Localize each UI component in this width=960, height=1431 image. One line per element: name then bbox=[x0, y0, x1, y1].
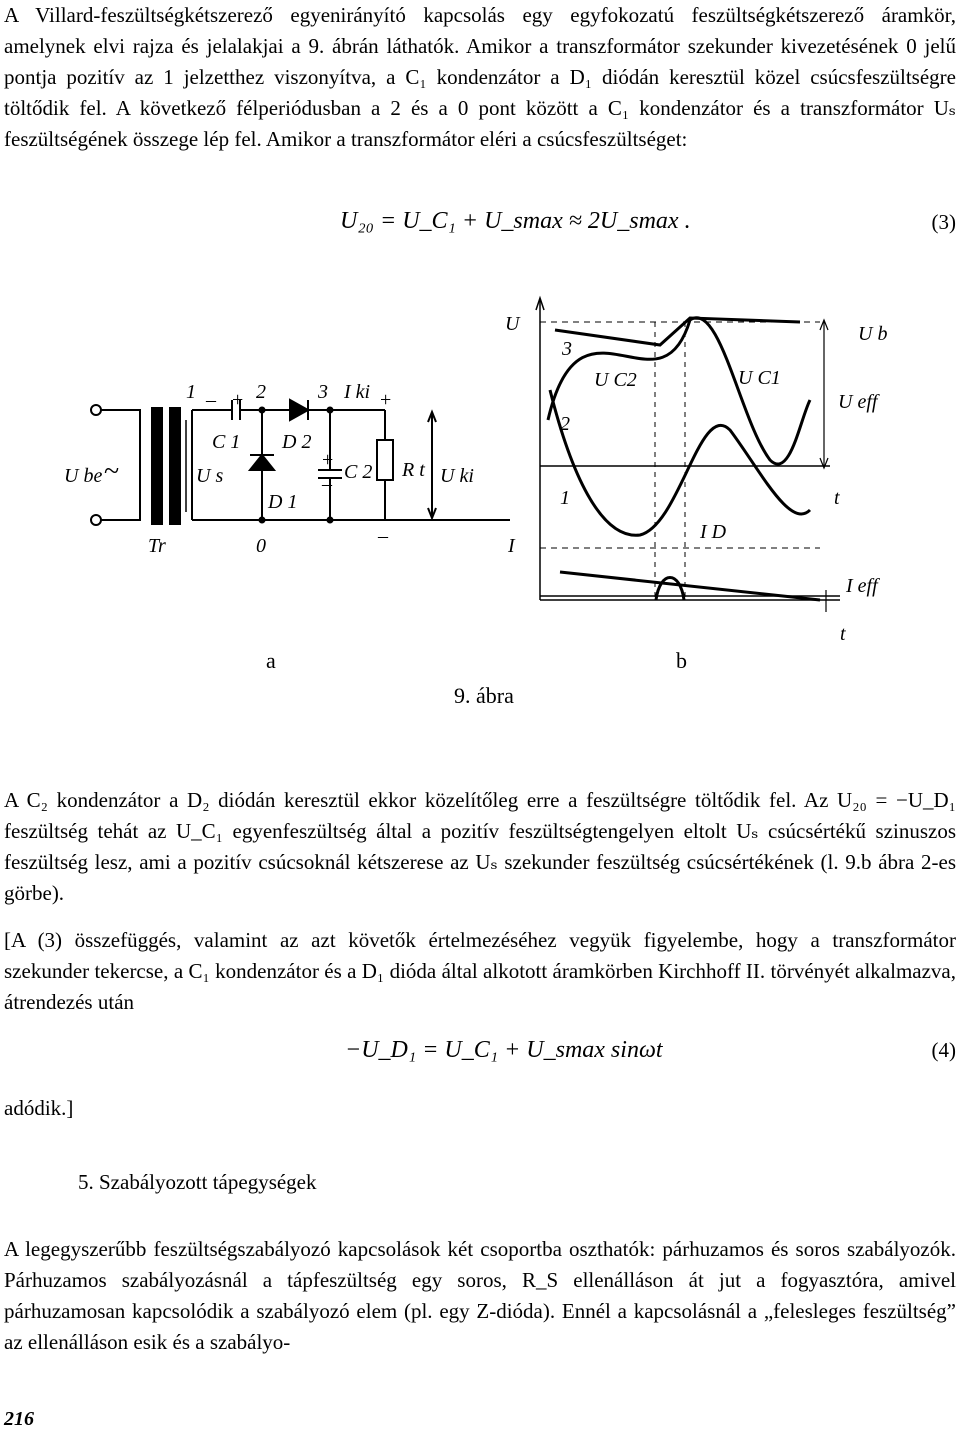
waveform-diagram bbox=[536, 298, 840, 612]
paragraph-adodik: adódik.] bbox=[4, 1096, 74, 1120]
equation-3: U₂₀ = U_C₁ + U_smax ≈ 2U_smax . bbox=[340, 208, 691, 234]
diode-d2 bbox=[290, 400, 308, 420]
curve-2 bbox=[548, 318, 810, 464]
circuit-diagram bbox=[91, 400, 510, 525]
label-d2: D 2 bbox=[282, 431, 312, 453]
label-node1: 1 bbox=[186, 381, 196, 403]
label-c1: C 1 bbox=[212, 431, 241, 453]
label-minus-c2: – bbox=[322, 473, 332, 495]
diode-d1 bbox=[250, 455, 274, 470]
label-d1: D 1 bbox=[268, 491, 298, 513]
label-plus-c2: + bbox=[322, 449, 334, 471]
label-t-upper: t bbox=[834, 487, 840, 509]
paragraph-intro: A Villard-feszültségkétszerező egyenirányító kapcsolás egy egyfokozatú feszültségkétszerező áramkör, amelynek elvi rajza és jelalakjai a 9. ábrán láthatók. Amikor a transzformátor szekunder kivezetésének 0 jelű pontja pozitív az 1 jelzetthez viszonyítva, a C₁ kondenzátor a D₁ diódán keresztül közel csúcsfeszültségre töltődik fel. A következő félperiódusban a 2 és a 0 pont között a C₁ kondenzátor és a transzformátor Uₛ feszültségének összege lép fel. Amikor a transzformátor eléri a csúcsfeszültséget: bbox=[4, 3, 956, 151]
transformer-core-left bbox=[152, 408, 162, 524]
label-b: b bbox=[676, 648, 687, 673]
equation-4: −U_D₁ = U_C₁ + U_smax sinωt bbox=[345, 1037, 663, 1063]
resistor-rt bbox=[377, 440, 393, 480]
label-plus-out: + bbox=[380, 389, 392, 411]
input-terminal-bottom bbox=[91, 515, 101, 525]
label-uki: U ki bbox=[440, 465, 474, 487]
figure-9 bbox=[0, 280, 960, 720]
label-c2: C 2 bbox=[344, 461, 373, 483]
label-plus-c1: + bbox=[232, 389, 244, 411]
label-curve2: 2 bbox=[560, 413, 570, 435]
label-i-axis: I bbox=[508, 535, 515, 557]
label-transformer: Tr bbox=[148, 535, 166, 557]
label-uc2: U C2 bbox=[594, 369, 637, 391]
label-minus-c1: – bbox=[206, 389, 216, 411]
label-ueff: U eff bbox=[838, 391, 878, 413]
label-ieff: I eff bbox=[846, 575, 878, 597]
input-terminal-top bbox=[91, 405, 101, 415]
label-tilde: ~ bbox=[104, 456, 120, 487]
equation-4-number: (4) bbox=[931, 1038, 956, 1062]
label-node0: 0 bbox=[256, 535, 266, 557]
label-curve1: 1 bbox=[560, 487, 570, 509]
label-ub: U b bbox=[858, 323, 888, 345]
label-curve3: 3 bbox=[562, 338, 572, 360]
paragraph-kirchhoff: [A (3) összefüggés, valamint az azt követők értelmezéséhez vegyük figyelembe, hogy a transzformátor szekunder tekercse, a C₁ kondenzátor és a D₁ dióda által alkotott áramkörben Kirchhoff II. törvényét alkalmazva, átrendezés után bbox=[4, 928, 956, 1014]
paragraph-c2: A C₂ kondenzátor a D₂ diódán keresztül ekkor közelítőleg erre a feszültségre töltődik fel. Az U₂₀ = −U_D₁ feszültség tehát az U_C₁ egyenfeszültség által a pozitív feszültségtengelyen eltolt Uₛ csúcsértékű szinuszos feszültség lesz, ami a pozitív csúcsoknál kétszerese az Uₛ szekunder feszültség csúcsértékének (l. 9.b ábra 2-es görbe). bbox=[4, 788, 956, 905]
label-node3: 3 bbox=[318, 381, 328, 403]
label-node2: 2 bbox=[256, 381, 266, 403]
label-t-lower: t bbox=[840, 623, 846, 645]
transformer-core-right bbox=[170, 408, 180, 524]
figure-caption: 9. ábra bbox=[454, 683, 514, 708]
label-u-axis: U bbox=[505, 313, 520, 335]
page-number: 216 bbox=[4, 1408, 34, 1430]
label-a: a bbox=[266, 648, 276, 673]
label-uc1: U C1 bbox=[738, 367, 781, 389]
paragraph-regulators: A legegyszerűbb feszültségszabályozó kapcsolások két csoportba oszthatók: párhuzamos és soros szabályozók. Párhuzamos szabályozásnál a tápfeszültség egy soros, R_S ellenálláson át jut a fogyasztóra, amivel párhuzamosan kapcsolódik a szabályozó elem (pl. egy Z-dióda). Ennél a kapcsolásnál a „felesleges feszültség” az ellenálláson esik és a szabályo- bbox=[4, 1237, 956, 1354]
section-heading: 5. Szabályozott tápegységek bbox=[78, 1170, 317, 1194]
label-us: U s bbox=[196, 465, 224, 487]
label-minus-out: – bbox=[378, 525, 388, 547]
label-id: I D bbox=[700, 521, 727, 543]
label-ube: U be bbox=[64, 465, 103, 487]
equation-3-number: (3) bbox=[931, 210, 956, 234]
label-rt: R t bbox=[402, 459, 425, 481]
label-iki: I ki bbox=[344, 381, 371, 403]
